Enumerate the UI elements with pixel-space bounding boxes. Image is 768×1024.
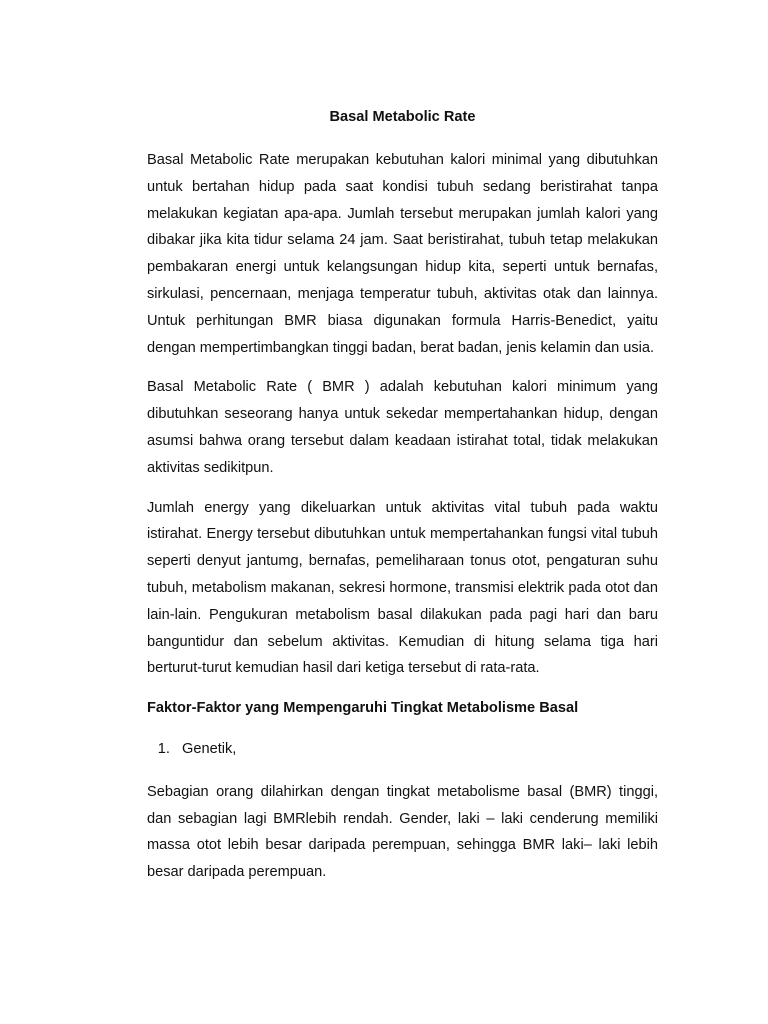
list-item-genetik: 1. Genetik, [174, 736, 658, 763]
paragraph-2: Basal Metabolic Rate ( BMR ) adalah kebutuhan kalori minimum yang dibutuhkan seseorang hanya untuk sekedar mempertahankan hidup, dengan asumsi bahwa orang tersebut dalam keadaan istirahat total, tidak melakukan aktivitas sedikitpun. [147, 379, 658, 476]
factor-list [147, 736, 658, 763]
section-paragraph: Sebagian orang dilahirkan dengan tingkat metabolisme basal (BMR) tinggi, dan sebagian lagi BMRlebih rendah. Gender, laki – laki cenderung memiliki massa otot lebih besar daripada perempuan, sehingga BMR laki– laki lebih besar daripada perempuan. [147, 783, 658, 881]
section-heading: Faktor-Faktor yang Mempengaruhi Tingkat Metabolisme Basal [147, 700, 579, 717]
paragraph-3: Jumlah energy yang dikeluarkan untuk aktivitas vital tubuh pada waktu istirahat. Energy tersebut dibutuhkan untuk mempertahankan fungsi vital tubuh seperti denyut jantumg, bernafas, pemeliharaan tonus otot, pengaturan suhu tubuh, metabolism makanan, sekresi hormone, transmisi elektrik pada otot dan lain-lain. Pengukuran metabolism basal dilakukan pada pagi hari dan baru banguntidur dan sebelum aktivitas. Kemudian di hitung selama tiga hari berturut-turut kemudian hasil dari ketiga tersebut di rata-rata. [147, 499, 658, 677]
paragraph-1: Basal Metabolic Rate merupakan kebutuhan kalori minimal yang dibutuhkan untuk bertahan hidup pada saat kondisi tubuh sedang beristirahat tanpa melakukan kegiatan apa-apa. Jumlah tersebut merupakan jumlah kalori yang dibakar jika kita tidur selama 24 jam. Saat beristirahat, tubuh tetap melakukan pembakaran energi untuk kelangsungan hidup kita, seperti untuk bernafas, sirkulasi, pencernaan, menjaga temperatur tubuh, aktivitas otak dan lainnya. Untuk perhitungan BMR biasa digunakan formula Harris-Benedict, yaitu dengan mempertimbangkan tinggi badan, berat badan, jenis kelamin dan usia. [147, 152, 658, 356]
document-title: Basal Metabolic Rate [329, 109, 476, 125]
document-page [147, 107, 658, 899]
